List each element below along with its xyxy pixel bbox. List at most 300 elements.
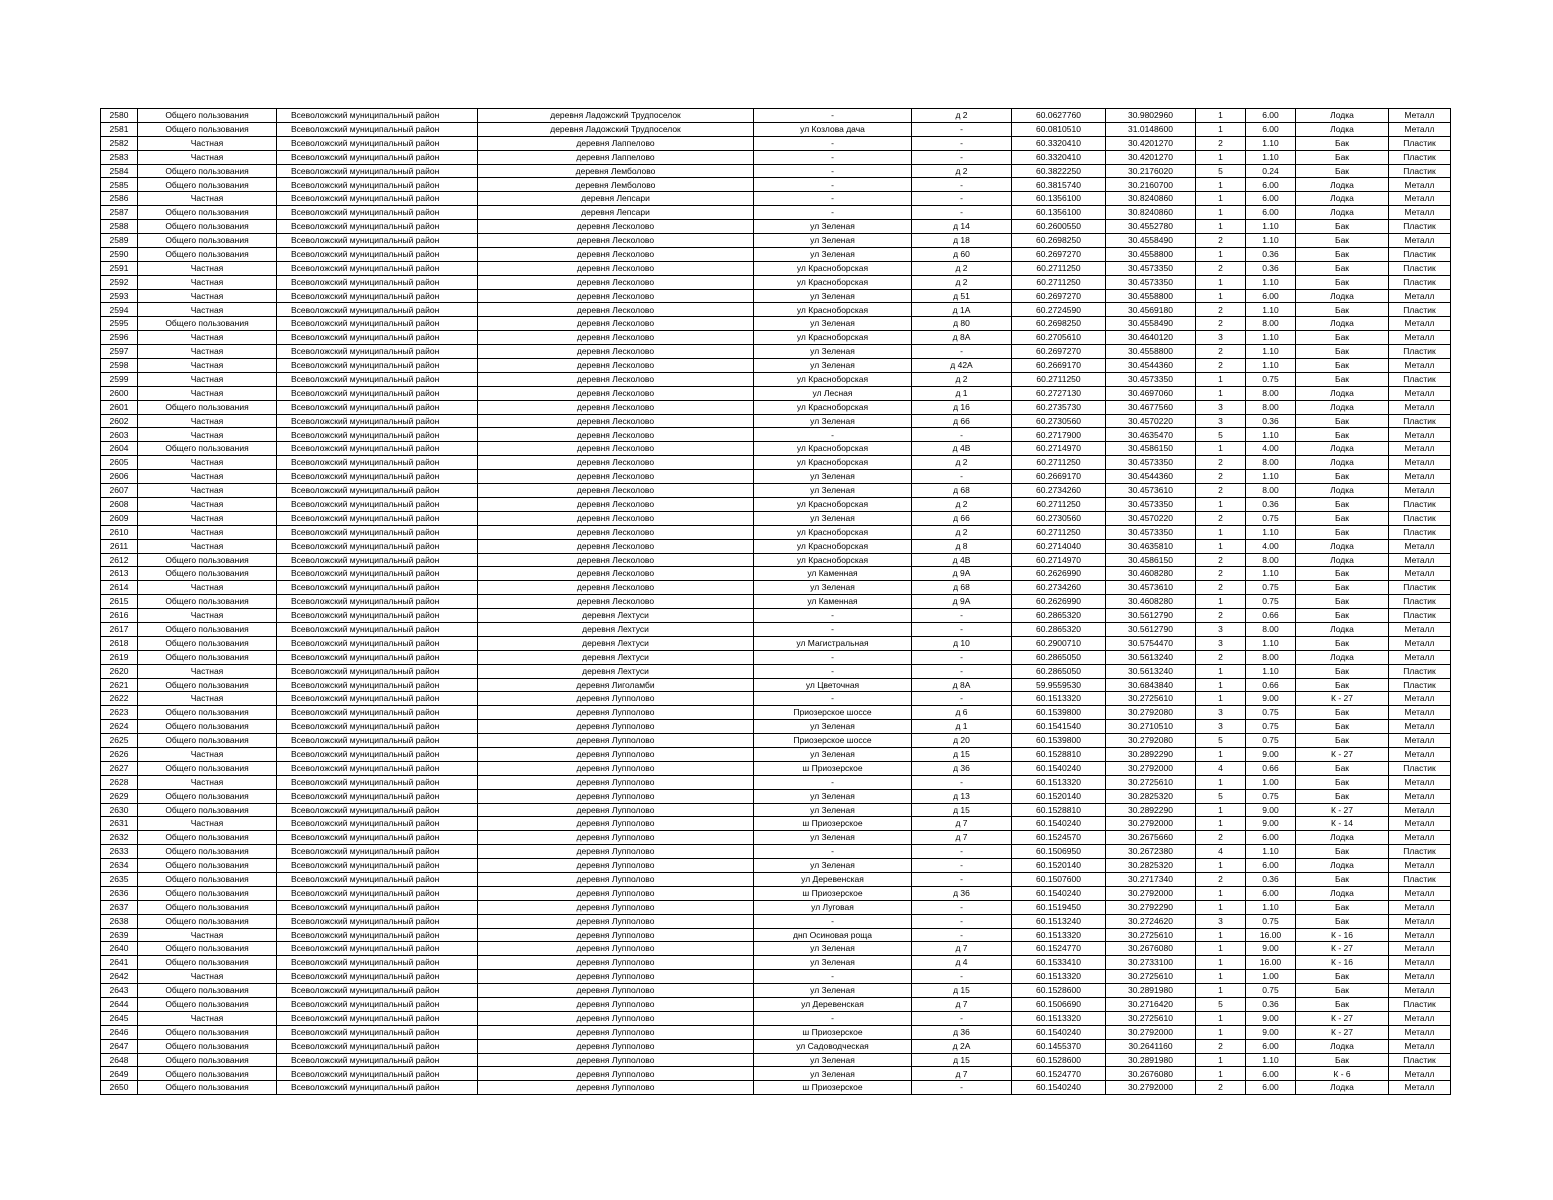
table-row	[101, 845, 1451, 859]
cell-street: ул Зеленая	[754, 470, 912, 484]
cell-container-type: Лодка	[1296, 317, 1389, 331]
cell-material: Пластик	[1389, 303, 1451, 317]
table-row	[101, 817, 1451, 831]
cell-longitude: 30.9802960	[1106, 109, 1196, 123]
cell-container-count: 1	[1196, 928, 1246, 942]
cell-latitude: 60.1513320	[1012, 775, 1106, 789]
table-row	[101, 734, 1451, 748]
cell-row-number: 2647	[101, 1039, 138, 1053]
cell-street: -	[754, 622, 912, 636]
cell-longitude: 30.2792000	[1106, 1025, 1196, 1039]
cell-district: Всеволожский муниципальный район	[277, 831, 478, 845]
cell-district: Всеволожский муниципальный район	[277, 1039, 478, 1053]
cell-settlement: деревня Лесколово	[478, 484, 754, 498]
cell-volume: 1.10	[1246, 234, 1296, 248]
cell-district: Всеволожский муниципальный район	[277, 136, 478, 150]
cell-container-type: Бак	[1296, 220, 1389, 234]
cell-street: ул Красноборская	[754, 303, 912, 317]
cell-longitude: 30.2891980	[1106, 984, 1196, 998]
cell-container-count: 3	[1196, 706, 1246, 720]
cell-house: д 2А	[912, 1039, 1012, 1053]
cell-container-type: Бак	[1296, 845, 1389, 859]
cell-container-count: 2	[1196, 484, 1246, 498]
cell-longitude: 30.4544360	[1106, 470, 1196, 484]
cell-house: -	[912, 859, 1012, 873]
cell-volume: 1.10	[1246, 1053, 1296, 1067]
cell-settlement: деревня Лупполово	[478, 1067, 754, 1081]
cell-container-count: 1	[1196, 386, 1246, 400]
cell-house: д 16	[912, 400, 1012, 414]
cell-container-count: 5	[1196, 428, 1246, 442]
cell-material: Металл	[1389, 317, 1451, 331]
cell-settlement: деревня Лесколово	[478, 456, 754, 470]
cell-longitude: 30.4635470	[1106, 428, 1196, 442]
cell-latitude: 60.1524770	[1012, 942, 1106, 956]
cell-latitude: 60.1513240	[1012, 914, 1106, 928]
cell-longitude: 30.4573350	[1106, 497, 1196, 511]
cell-house: д 2	[912, 525, 1012, 539]
cell-longitude: 30.4635810	[1106, 539, 1196, 553]
cell-material: Металл	[1389, 928, 1451, 942]
cell-house: -	[912, 1011, 1012, 1025]
cell-settlement: деревня Лесколово	[478, 261, 754, 275]
cell-row-number: 2590	[101, 247, 138, 261]
cell-ownership-type: Общего пользования	[138, 720, 277, 734]
cell-district: Всеволожский муниципальный район	[277, 789, 478, 803]
cell-ownership-type: Общего пользования	[138, 803, 277, 817]
cell-container-count: 5	[1196, 998, 1246, 1012]
cell-street: ул Красноборская	[754, 539, 912, 553]
table-body	[101, 109, 1451, 1095]
cell-house: д 8	[912, 539, 1012, 553]
cell-container-count: 1	[1196, 678, 1246, 692]
cell-volume: 8.00	[1246, 456, 1296, 470]
cell-longitude: 30.2716420	[1106, 998, 1196, 1012]
table-row	[101, 220, 1451, 234]
cell-material: Металл	[1389, 817, 1451, 831]
cell-volume: 9.00	[1246, 692, 1296, 706]
cell-latitude: 60.2705610	[1012, 331, 1106, 345]
cell-volume: 6.00	[1246, 1081, 1296, 1095]
cell-longitude: 30.2710510	[1106, 720, 1196, 734]
cell-district: Всеволожский муниципальный район	[277, 803, 478, 817]
cell-latitude: 60.2711250	[1012, 497, 1106, 511]
cell-latitude: 60.1520140	[1012, 859, 1106, 873]
cell-street: ул Зеленая	[754, 956, 912, 970]
cell-material: Металл	[1389, 942, 1451, 956]
cell-latitude: 60.1540240	[1012, 1081, 1106, 1095]
cell-district: Всеволожский муниципальный район	[277, 122, 478, 136]
cell-longitude: 30.4558490	[1106, 317, 1196, 331]
cell-container-type: Бак	[1296, 678, 1389, 692]
cell-house: д 2	[912, 164, 1012, 178]
cell-street: ул Зеленая	[754, 484, 912, 498]
cell-latitude: 60.1513320	[1012, 1011, 1106, 1025]
cell-latitude: 60.2730560	[1012, 414, 1106, 428]
cell-volume: 4.00	[1246, 442, 1296, 456]
cell-district: Всеволожский муниципальный район	[277, 956, 478, 970]
cell-row-number: 2650	[101, 1081, 138, 1095]
cell-material: Металл	[1389, 206, 1451, 220]
cell-settlement: деревня Лехтуси	[478, 650, 754, 664]
cell-house: -	[912, 178, 1012, 192]
cell-street: ул Зеленая	[754, 317, 912, 331]
cell-settlement: деревня Лесколово	[478, 372, 754, 386]
cell-volume: 0.36	[1246, 872, 1296, 886]
cell-latitude: 60.2865320	[1012, 609, 1106, 623]
cell-container-type: Лодка	[1296, 622, 1389, 636]
cell-settlement: деревня Лупполово	[478, 761, 754, 775]
cell-house: -	[912, 845, 1012, 859]
cell-volume: 1.10	[1246, 220, 1296, 234]
cell-ownership-type: Частная	[138, 692, 277, 706]
cell-longitude: 30.2891980	[1106, 1053, 1196, 1067]
cell-longitude: 30.8240860	[1106, 192, 1196, 206]
cell-ownership-type: Частная	[138, 664, 277, 678]
cell-row-number: 2593	[101, 289, 138, 303]
cell-longitude: 30.2672380	[1106, 845, 1196, 859]
cell-volume: 0.75	[1246, 511, 1296, 525]
table-row	[101, 1067, 1451, 1081]
cell-container-count: 1	[1196, 122, 1246, 136]
cell-settlement: деревня Лесколово	[478, 247, 754, 261]
cell-material: Металл	[1389, 706, 1451, 720]
cell-house: д 15	[912, 747, 1012, 761]
cell-street: ул Зеленая	[754, 359, 912, 373]
cell-longitude: 30.4558800	[1106, 289, 1196, 303]
cell-district: Всеволожский муниципальный район	[277, 636, 478, 650]
cell-container-count: 3	[1196, 720, 1246, 734]
cell-volume: 8.00	[1246, 622, 1296, 636]
cell-longitude: 30.2792000	[1106, 817, 1196, 831]
cell-container-type: Бак	[1296, 761, 1389, 775]
cell-material: Металл	[1389, 567, 1451, 581]
cell-ownership-type: Частная	[138, 192, 277, 206]
cell-house: -	[912, 622, 1012, 636]
cell-volume: 6.00	[1246, 1067, 1296, 1081]
cell-container-type: Бак	[1296, 706, 1389, 720]
cell-latitude: 59.9559530	[1012, 678, 1106, 692]
cell-container-type: Бак	[1296, 261, 1389, 275]
cell-district: Всеволожский муниципальный район	[277, 109, 478, 123]
table-row	[101, 511, 1451, 525]
cell-material: Пластик	[1389, 678, 1451, 692]
cell-settlement: деревня Лупполово	[478, 789, 754, 803]
table-row	[101, 470, 1451, 484]
cell-container-count: 1	[1196, 900, 1246, 914]
cell-volume: 0.36	[1246, 414, 1296, 428]
cell-container-type: Бак	[1296, 789, 1389, 803]
table-row	[101, 345, 1451, 359]
cell-volume: 1.10	[1246, 136, 1296, 150]
table-row	[101, 539, 1451, 553]
cell-house: -	[912, 150, 1012, 164]
cell-row-number: 2649	[101, 1067, 138, 1081]
cell-row-number: 2597	[101, 345, 138, 359]
cell-settlement: деревня Лесколово	[478, 303, 754, 317]
cell-settlement: деревня Лепсари	[478, 206, 754, 220]
cell-container-count: 1	[1196, 289, 1246, 303]
table-row	[101, 567, 1451, 581]
cell-settlement: деревня Лупполово	[478, 942, 754, 956]
cell-settlement: деревня Лесколово	[478, 331, 754, 345]
cell-row-number: 2581	[101, 122, 138, 136]
cell-ownership-type: Общего пользования	[138, 998, 277, 1012]
cell-material: Металл	[1389, 234, 1451, 248]
cell-house: д 2	[912, 456, 1012, 470]
cell-row-number: 2610	[101, 525, 138, 539]
table-row	[101, 706, 1451, 720]
table-row	[101, 761, 1451, 775]
cell-volume: 0.75	[1246, 720, 1296, 734]
cell-settlement: деревня Лесколово	[478, 595, 754, 609]
cell-street: -	[754, 1011, 912, 1025]
cell-district: Всеволожский муниципальный район	[277, 720, 478, 734]
cell-material: Металл	[1389, 1011, 1451, 1025]
cell-ownership-type: Общего пользования	[138, 1025, 277, 1039]
cell-material: Пластик	[1389, 150, 1451, 164]
cell-ownership-type: Частная	[138, 470, 277, 484]
cell-container-count: 2	[1196, 234, 1246, 248]
cell-container-type: Бак	[1296, 567, 1389, 581]
cell-ownership-type: Частная	[138, 581, 277, 595]
cell-district: Всеволожский муниципальный район	[277, 317, 478, 331]
table-row	[101, 497, 1451, 511]
data-table	[100, 108, 1451, 1095]
cell-row-number: 2641	[101, 956, 138, 970]
cell-longitude: 30.4201270	[1106, 136, 1196, 150]
cell-row-number: 2604	[101, 442, 138, 456]
table-row	[101, 650, 1451, 664]
cell-street: ул Луговая	[754, 900, 912, 914]
cell-row-number: 2630	[101, 803, 138, 817]
cell-material: Пластик	[1389, 414, 1451, 428]
cell-district: Всеволожский муниципальный район	[277, 609, 478, 623]
cell-row-number: 2635	[101, 872, 138, 886]
cell-container-type: Лодка	[1296, 192, 1389, 206]
cell-latitude: 60.1540240	[1012, 817, 1106, 831]
cell-material: Металл	[1389, 178, 1451, 192]
cell-settlement: деревня Лехтуси	[478, 622, 754, 636]
cell-container-count: 2	[1196, 261, 1246, 275]
cell-district: Всеволожский муниципальный район	[277, 1025, 478, 1039]
cell-latitude: 60.1541540	[1012, 720, 1106, 734]
cell-longitude: 30.2892290	[1106, 803, 1196, 817]
cell-district: Всеволожский муниципальный район	[277, 497, 478, 511]
cell-row-number: 2632	[101, 831, 138, 845]
cell-container-count: 4	[1196, 845, 1246, 859]
table-row	[101, 372, 1451, 386]
cell-settlement: деревня Лаппелово	[478, 150, 754, 164]
cell-row-number: 2636	[101, 886, 138, 900]
cell-latitude: 60.2865320	[1012, 622, 1106, 636]
cell-ownership-type: Общего пользования	[138, 1081, 277, 1095]
cell-street: ул Каменная	[754, 567, 912, 581]
cell-row-number: 2608	[101, 497, 138, 511]
cell-street: ш Приозерское	[754, 886, 912, 900]
cell-settlement: деревня Лупполово	[478, 747, 754, 761]
cell-house: д 51	[912, 289, 1012, 303]
cell-house: -	[912, 664, 1012, 678]
cell-house: -	[912, 122, 1012, 136]
cell-row-number: 2584	[101, 164, 138, 178]
cell-volume: 0.75	[1246, 734, 1296, 748]
cell-district: Всеволожский муниципальный район	[277, 456, 478, 470]
cell-settlement: деревня Лесколово	[478, 275, 754, 289]
cell-settlement: деревня Лемболово	[478, 164, 754, 178]
cell-latitude: 60.2727130	[1012, 386, 1106, 400]
cell-ownership-type: Общего пользования	[138, 178, 277, 192]
cell-row-number: 2629	[101, 789, 138, 803]
cell-district: Всеволожский муниципальный район	[277, 539, 478, 553]
cell-container-type: К - 16	[1296, 928, 1389, 942]
cell-house: д 18	[912, 234, 1012, 248]
cell-container-count: 1	[1196, 1025, 1246, 1039]
cell-street: -	[754, 109, 912, 123]
table-row	[101, 428, 1451, 442]
cell-settlement: деревня Ладожский Трудпоселок	[478, 122, 754, 136]
cell-longitude: 30.2733100	[1106, 956, 1196, 970]
cell-ownership-type: Частная	[138, 275, 277, 289]
cell-latitude: 60.1528810	[1012, 803, 1106, 817]
cell-street: ул Зеленая	[754, 831, 912, 845]
cell-row-number: 2596	[101, 331, 138, 345]
cell-district: Всеволожский муниципальный район	[277, 581, 478, 595]
cell-street: ул Зеленая	[754, 511, 912, 525]
cell-container-type: Бак	[1296, 470, 1389, 484]
cell-container-type: Лодка	[1296, 442, 1389, 456]
cell-material: Металл	[1389, 720, 1451, 734]
cell-volume: 1.00	[1246, 970, 1296, 984]
cell-latitude: 60.1520140	[1012, 789, 1106, 803]
cell-ownership-type: Частная	[138, 136, 277, 150]
cell-street: -	[754, 609, 912, 623]
cell-volume: 1.10	[1246, 275, 1296, 289]
cell-ownership-type: Общего пользования	[138, 206, 277, 220]
cell-longitude: 31.0148600	[1106, 122, 1196, 136]
cell-settlement: деревня Лесколово	[478, 497, 754, 511]
cell-material: Металл	[1389, 747, 1451, 761]
cell-ownership-type: Общего пользования	[138, 122, 277, 136]
cell-house: д 1	[912, 720, 1012, 734]
cell-row-number: 2648	[101, 1053, 138, 1067]
cell-volume: 9.00	[1246, 1025, 1296, 1039]
table-row	[101, 803, 1451, 817]
cell-street: ш Приозерское	[754, 1025, 912, 1039]
cell-house: д 9А	[912, 567, 1012, 581]
cell-street: ул Зеленая	[754, 789, 912, 803]
cell-ownership-type: Общего пользования	[138, 859, 277, 873]
cell-row-number: 2625	[101, 734, 138, 748]
cell-street: ул Зеленая	[754, 803, 912, 817]
cell-longitude: 30.2176020	[1106, 164, 1196, 178]
cell-latitude: 60.2600550	[1012, 220, 1106, 234]
cell-material: Металл	[1389, 484, 1451, 498]
table-row	[101, 636, 1451, 650]
cell-volume: 8.00	[1246, 317, 1296, 331]
table-row	[101, 914, 1451, 928]
cell-longitude: 30.5612790	[1106, 609, 1196, 623]
cell-material: Пластик	[1389, 609, 1451, 623]
cell-container-type: Лодка	[1296, 206, 1389, 220]
cell-material: Пластик	[1389, 275, 1451, 289]
cell-ownership-type: Общего пользования	[138, 734, 277, 748]
cell-district: Всеволожский муниципальный район	[277, 150, 478, 164]
cell-settlement: деревня Лупполово	[478, 706, 754, 720]
cell-longitude: 30.2724620	[1106, 914, 1196, 928]
cell-material: Пластик	[1389, 247, 1451, 261]
cell-container-count: 1	[1196, 497, 1246, 511]
cell-longitude: 30.2641160	[1106, 1039, 1196, 1053]
cell-latitude: 60.1356100	[1012, 192, 1106, 206]
cell-district: Всеволожский муниципальный район	[277, 845, 478, 859]
cell-latitude: 60.2626990	[1012, 595, 1106, 609]
cell-settlement: деревня Лупполово	[478, 928, 754, 942]
cell-ownership-type: Общего пользования	[138, 636, 277, 650]
cell-ownership-type: Общего пользования	[138, 956, 277, 970]
cell-container-type: Бак	[1296, 497, 1389, 511]
cell-row-number: 2620	[101, 664, 138, 678]
cell-ownership-type: Частная	[138, 497, 277, 511]
cell-ownership-type: Общего пользования	[138, 1039, 277, 1053]
cell-container-count: 2	[1196, 456, 1246, 470]
cell-material: Пластик	[1389, 581, 1451, 595]
cell-container-type: Бак	[1296, 984, 1389, 998]
cell-container-type: Лодка	[1296, 859, 1389, 873]
cell-container-type: Бак	[1296, 900, 1389, 914]
cell-ownership-type: Частная	[138, 289, 277, 303]
cell-district: Всеволожский муниципальный район	[277, 914, 478, 928]
cell-street: ул Зеленая	[754, 289, 912, 303]
cell-settlement: деревня Лаппелово	[478, 136, 754, 150]
cell-container-type: Лодка	[1296, 1081, 1389, 1095]
cell-container-count: 2	[1196, 1081, 1246, 1095]
cell-row-number: 2626	[101, 747, 138, 761]
cell-longitude: 30.4570220	[1106, 414, 1196, 428]
table-row	[101, 942, 1451, 956]
cell-container-type: К - 14	[1296, 817, 1389, 831]
cell-longitude: 30.2160700	[1106, 178, 1196, 192]
cell-material: Металл	[1389, 789, 1451, 803]
cell-settlement: деревня Лупполово	[478, 984, 754, 998]
cell-street: -	[754, 650, 912, 664]
cell-settlement: деревня Лесколово	[478, 553, 754, 567]
cell-container-count: 1	[1196, 886, 1246, 900]
cell-material: Пластик	[1389, 525, 1451, 539]
cell-house: д 7	[912, 817, 1012, 831]
cell-district: Всеволожский муниципальный район	[277, 442, 478, 456]
cell-material: Пластик	[1389, 497, 1451, 511]
table-row	[101, 122, 1451, 136]
cell-street: ул Зеленая	[754, 414, 912, 428]
table-row	[101, 289, 1451, 303]
cell-ownership-type: Общего пользования	[138, 872, 277, 886]
cell-latitude: 60.3815740	[1012, 178, 1106, 192]
cell-street: ул Красноборская	[754, 525, 912, 539]
cell-volume: 0.75	[1246, 914, 1296, 928]
cell-district: Всеволожский муниципальный район	[277, 261, 478, 275]
cell-longitude: 30.4544360	[1106, 359, 1196, 373]
cell-settlement: деревня Лесколово	[478, 470, 754, 484]
table-row	[101, 720, 1451, 734]
cell-container-type: Бак	[1296, 359, 1389, 373]
cell-material: Металл	[1389, 539, 1451, 553]
cell-district: Всеволожский муниципальный район	[277, 817, 478, 831]
cell-latitude: 60.1356100	[1012, 206, 1106, 220]
cell-volume: 0.66	[1246, 678, 1296, 692]
cell-house: д 2	[912, 497, 1012, 511]
cell-street: ул Красноборская	[754, 275, 912, 289]
